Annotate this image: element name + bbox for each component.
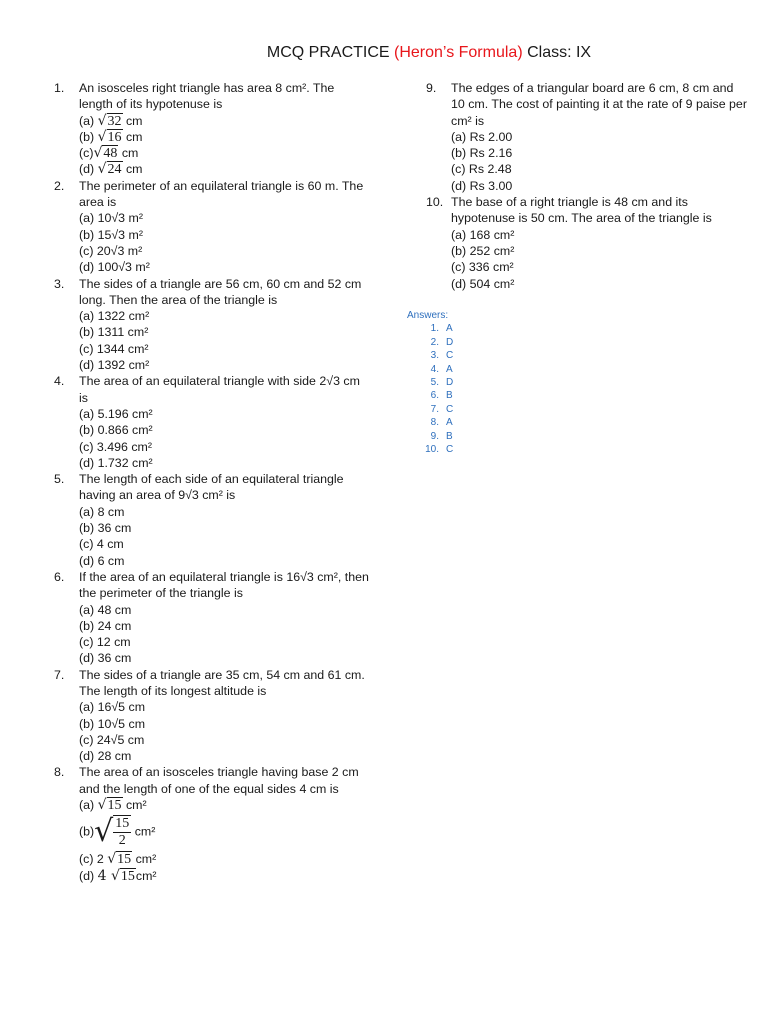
option-c: (c) 2 √ 15 cm² — [79, 851, 157, 868]
answer-row: 4. A — [430, 363, 453, 375]
option-a: (a) Rs 2.00 — [451, 129, 513, 144]
option-d: (d) 28 cm — [79, 749, 132, 764]
option-a: (a) 8 cm — [79, 504, 125, 519]
question-number: 5. — [54, 472, 65, 487]
answer-row: 7. C — [430, 403, 454, 415]
question-number: 10. — [426, 195, 444, 210]
option-b: (b) 0.866 cm² — [79, 423, 153, 438]
question-text: The area of an isosceles triangle having base 2 cm and the length of one of the equal sides 4 cm is — [79, 765, 359, 796]
option-b: (b) √ 16 cm — [79, 128, 143, 145]
question-text: An isosceles right triangle has area 8 cm². The length of its hypotenuse is — [79, 81, 335, 112]
question-text: The edges of a triangular board are 6 cm, 8 cm and 10 cm. The cost of painting it at the rate of 9 paise per cm² is — [451, 81, 747, 128]
option-c: (c) 20√3 m² — [79, 243, 143, 258]
question-text: The area of an equilateral triangle with side 2√3 cm is — [79, 374, 360, 405]
option-a: (a) 16√5 cm — [79, 700, 146, 715]
option-b: (b) Rs 2.16 — [451, 146, 513, 161]
option-a: (a) 1322 cm² — [79, 309, 150, 324]
question-text: The length of each side of an equilateral triangle having an area of 9√3 cm² is — [79, 472, 344, 503]
question-number: 9. — [426, 81, 437, 95]
title-topic: (Heron’s Formula) — [394, 44, 523, 61]
option-b: (b) 36 cm — [79, 521, 132, 536]
option-b: (b)√ $\frac{15}{2}$ cm² — [79, 814, 156, 850]
answer-row: 1. A — [430, 323, 453, 335]
question-3 — [48, 276, 370, 374]
answer-row: 9. B — [430, 430, 453, 442]
question-text: The base of a right triangle is 48 cm and its hypotenuse is 50 cm. The area of the triangle is — [451, 195, 712, 226]
option-c: (c) 4 cm — [79, 537, 124, 552]
option-d: (d) 1392 cm² — [79, 358, 150, 373]
answer-row: 8. A — [430, 417, 453, 429]
option-a: (a) √ 15 cm² — [79, 797, 147, 814]
answer-key-heading: Answers: — [407, 310, 449, 321]
question-10 — [420, 194, 750, 292]
answer-row: 10. C — [425, 444, 454, 456]
answer-row: 2. D — [430, 336, 454, 348]
option-a: (a) 168 cm² — [451, 227, 515, 242]
title-class: Class: IX — [522, 44, 592, 61]
option-c: (c) 336 cm² — [451, 260, 514, 275]
question-number: 3. — [54, 276, 65, 291]
option-a: (a) 10√3 m² — [79, 211, 143, 226]
option-d: (d) √ 24 cm — [79, 161, 143, 178]
answer-row: 5. D — [430, 377, 454, 389]
option-a: (a) √ 32 cm — [79, 112, 143, 129]
answer-row: 3. C — [430, 350, 454, 362]
answer-row: 6. B — [430, 390, 453, 402]
question-text: If the area of an equilateral triangle is 16√3 cm², then the perimeter of the triangle is — [79, 569, 369, 601]
option-a: (a) 5.196 cm² — [79, 406, 153, 421]
option-b: (b) 10√5 cm — [79, 716, 146, 731]
option-c: (c) 3.496 cm² — [79, 439, 152, 454]
option-b: (b) 252 cm² — [451, 243, 515, 258]
question-8 — [48, 764, 370, 883]
question-7 — [48, 667, 370, 765]
left-column — [48, 80, 370, 884]
question-number: 4. — [54, 374, 65, 389]
question-5 — [48, 471, 370, 569]
question-text: The perimeter of an equilateral triangle is 60 m. The area is — [79, 178, 364, 210]
question-6 — [48, 569, 370, 667]
question-number: 7. — [54, 667, 65, 682]
option-d: (d) 6 cm — [79, 553, 125, 568]
question-1 — [48, 80, 370, 178]
question-number: 1. — [54, 81, 65, 95]
option-b: (b) 24 cm — [79, 618, 132, 633]
question-9 — [420, 80, 750, 194]
answer-key — [407, 309, 453, 456]
page-title — [0, 44, 768, 62]
option-c: (c) 12 cm — [79, 635, 131, 650]
option-c: (c) √ 48 cm — [79, 145, 139, 162]
question-number: 2. — [54, 178, 65, 193]
option-a: (a) 48 cm — [79, 602, 132, 617]
option-d: (d) 36 cm — [79, 651, 132, 666]
question-2 — [48, 178, 370, 276]
option-c: (c) 24√5 cm — [79, 732, 145, 747]
option-d: (d) 1.732 cm² — [79, 455, 153, 470]
question-number: 8. — [54, 765, 65, 780]
title-prefix: MCQ PRACTICE — [266, 44, 395, 61]
option-c: (c) 1344 cm² — [79, 341, 149, 356]
option-d: (d) 4 √ 15 cm² — [79, 867, 157, 884]
option-c: (c) Rs 2.48 — [451, 162, 512, 177]
option-d: (d) 504 cm² — [451, 276, 515, 291]
question-text: The sides of a triangle are 56 cm, 60 cm and 52 cm long. Then the area of the triangle is — [79, 276, 362, 307]
option-b: (b) 15√3 m² — [79, 227, 143, 242]
right-column — [420, 80, 750, 292]
question-text: The sides of a triangle are 35 cm, 54 cm and 61 cm. The length of its longest altitude is — [79, 667, 365, 698]
option-d: (d) 100√3 m² — [79, 260, 150, 275]
option-b: (b) 1311 cm² — [79, 325, 149, 340]
question-number: 6. — [54, 569, 65, 584]
option-d: (d) Rs 3.00 — [451, 178, 513, 193]
question-4 — [48, 373, 370, 471]
